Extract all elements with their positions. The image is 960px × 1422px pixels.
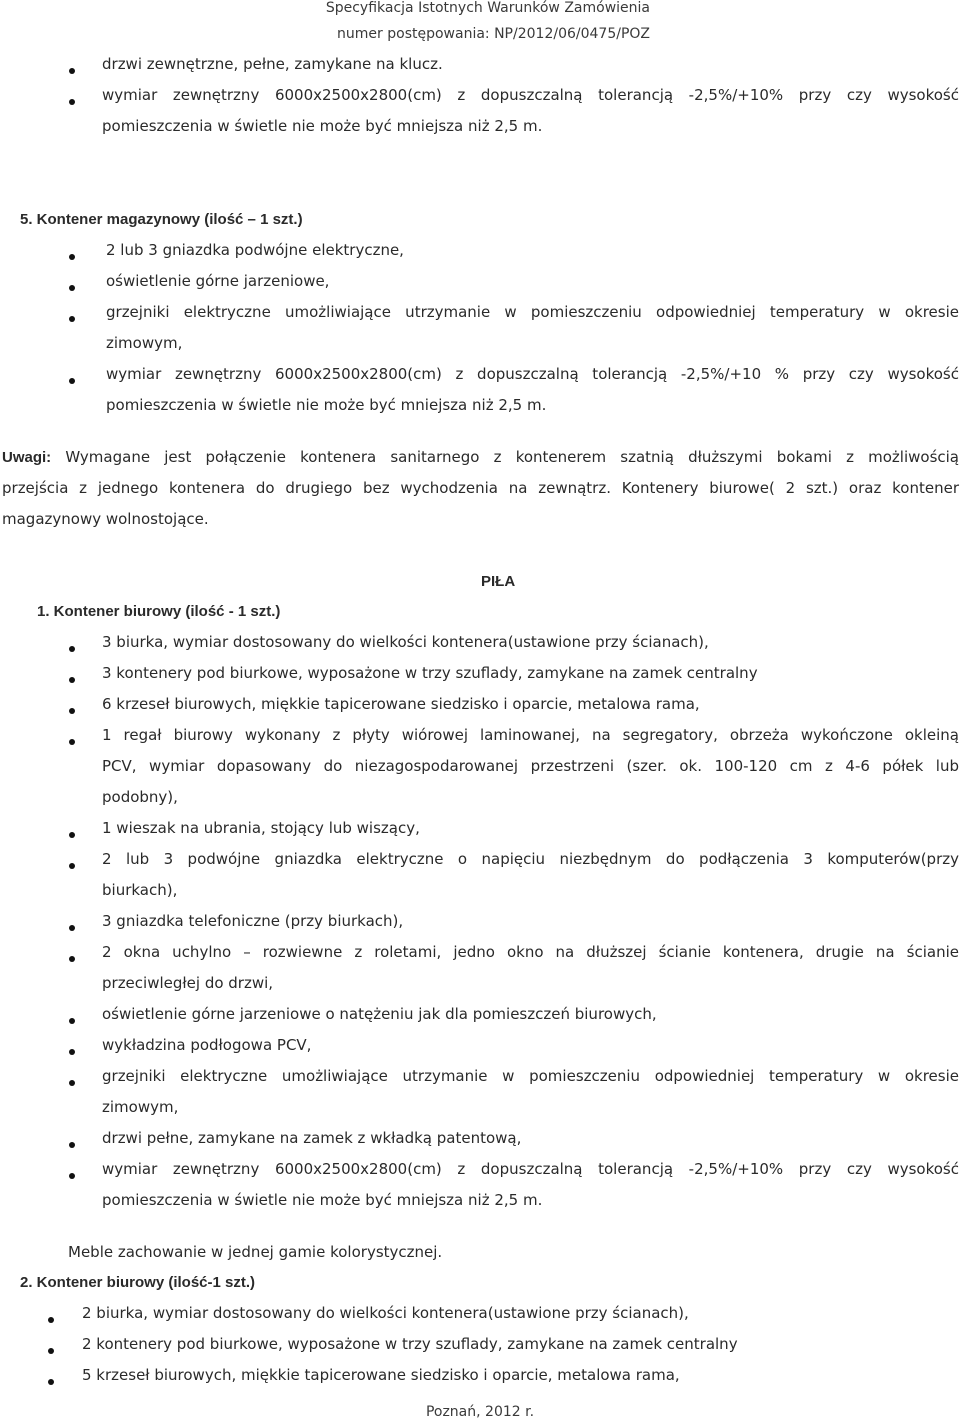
bullet	[69, 1173, 75, 1179]
list-item: 3 gniazdka telefoniczne (przy biurkach),	[102, 912, 404, 930]
list-item: wykładzina podłogowa PCV,	[102, 1036, 312, 1054]
bullet	[69, 863, 75, 869]
list-item-cont: pomieszczenia w świetle nie może być mniejsza niż 2,5 m.	[102, 1191, 543, 1209]
list-item-cont: zimowym,	[102, 1098, 179, 1116]
bullet	[69, 99, 75, 105]
list-item-cont: zimowym,	[106, 334, 183, 352]
note-text: Wymagane jest połączenie kontenera sanitarnego z kontenerem szatnią dłuższymi bokami z możliwością	[51, 448, 959, 466]
bullet	[69, 1080, 75, 1086]
bullet	[69, 956, 75, 962]
list-item: 3 biurka, wymiar dostosowany do wielkości kontenera(ustawione przy ścianach),	[102, 633, 709, 651]
list-item-cont: PCV, wymiar dopasowany do niezagospodarowanej przestrzeni (szer. ok. 100-120 cm z 4-6 półek lub	[102, 757, 959, 775]
bullet	[69, 925, 75, 931]
list-item: 1 wieszak na ubrania, stojący lub wiszący,	[102, 819, 420, 837]
note-label: Uwagi:	[2, 449, 52, 466]
bullet	[69, 739, 75, 745]
list-item: 2 okna uchylno – rozwiewne z roletami, jedno okno na dłuższej ścianie kontenera, drugie na ścianie	[102, 943, 959, 961]
list-item: grzejniki elektryczne umożliwiające utrzymanie w pomieszczeniu odpowiedniej temperatury w okresie	[102, 1067, 959, 1085]
footer-place-date: Poznań, 2012 r.	[425, 1404, 535, 1420]
bullet	[48, 1348, 54, 1354]
list-item: wymiar zewnętrzny 6000x2500x2800(cm) z dopuszczalną tolerancją -2,5%/+10 % przy czy wysokość	[106, 365, 959, 383]
section-heading: 2. Kontener biurowy (ilość-1 szt.)	[20, 1274, 256, 1291]
bullet	[69, 378, 75, 384]
bullet	[69, 1018, 75, 1024]
list-item: wymiar zewnętrzny 6000x2500x2800(cm) z dopuszczalną tolerancją -2,5%/+10% przy czy wysokość	[102, 86, 959, 104]
bullet	[69, 254, 75, 260]
list-item: oświetlenie górne jarzeniowe,	[106, 272, 330, 290]
bullet	[69, 677, 75, 683]
list-item: oświetlenie górne jarzeniowe o natężeniu jak dla pomieszczeń biurowych,	[102, 1005, 657, 1023]
bullet	[69, 708, 75, 714]
list-item-cont: podobny),	[102, 788, 178, 806]
list-item: 3 kontenery pod biurkowe, wyposażone w trzy szuflady, zamykane na zamek centralny	[102, 664, 758, 682]
note-paragraph	[2, 447, 959, 468]
list-item: drzwi pełne, zamykane na zamek z wkładką patentową,	[102, 1129, 522, 1147]
bullet	[69, 832, 75, 838]
list-item: drzwi zewnętrzne, pełne, zamykane na klucz.	[102, 55, 443, 73]
section-heading: 5. Kontener magazynowy (ilość – 1 szt.)	[20, 211, 303, 228]
bullet	[69, 285, 75, 291]
bullet	[48, 1317, 54, 1323]
list-item: 2 kontenery pod biurkowe, wyposażone w trzy szuflady, zamykane na zamek centralny	[82, 1335, 738, 1353]
note-line: magazynowy wolnostojące.	[2, 510, 209, 528]
list-item: 2 lub 3 gniazdka podwójne elektryczne,	[106, 241, 404, 259]
list-item-cont: pomieszczenia w świetle nie może być mniejsza niż 2,5 m.	[102, 117, 543, 135]
list-item-cont: przeciwległej do drzwi,	[102, 974, 274, 992]
bullet	[69, 1049, 75, 1055]
list-item: 2 lub 3 podwójne gniazdka elektryczne o napięciu niezbędnym do podłączenia 3 komputerów(przy	[102, 850, 959, 868]
furniture-note: Meble zachowanie w jednej gamie kolorystycznej.	[68, 1243, 443, 1261]
section-heading: 1. Kontener biurowy (ilość - 1 szt.)	[37, 603, 281, 620]
list-item: grzejniki elektryczne umożliwiające utrzymanie w pomieszczeniu odpowiedniej temperatury w okresie	[106, 303, 959, 321]
list-item: 2 biurka, wymiar dostosowany do wielkości kontenera(ustawione przy ścianach),	[82, 1304, 689, 1322]
list-item-cont: pomieszczenia w świetle nie może być mniejsza niż 2,5 m.	[106, 396, 547, 414]
section-title: PIŁA	[481, 573, 516, 590]
list-item-cont: biurkach),	[102, 881, 178, 899]
list-item: wymiar zewnętrzny 6000x2500x2800(cm) z dopuszczalną tolerancją -2,5%/+10% przy czy wysokość	[102, 1160, 959, 1178]
header-title: Specyfikacja Istotnych Warunków Zamówienia	[325, 0, 650, 16]
header-case-number: numer postępowania: NP/2012/06/0475/POZ	[337, 26, 650, 42]
list-item: 5 krzeseł biurowych, miękkie tapicerowane siedzisko i oparcie, metalowa rama,	[82, 1366, 680, 1384]
bullet	[69, 646, 75, 652]
list-item: 6 krzeseł biurowych, miękkie tapicerowane siedzisko i oparcie, metalowa rama,	[102, 695, 700, 713]
bullet	[69, 316, 75, 322]
list-item: 1 regał biurowy wykonany z płyty wiórowej laminowanej, na segregatory, obrzeża wykończone okleiną	[102, 726, 959, 744]
bullet	[69, 68, 75, 74]
bullet	[48, 1379, 54, 1385]
note-line: przejścia z jednego kontenera do drugiego bez wychodzenia na zewnątrz. Kontenery biurowe( 2 szt.) oraz kontener	[2, 479, 959, 497]
bullet	[69, 1142, 75, 1148]
